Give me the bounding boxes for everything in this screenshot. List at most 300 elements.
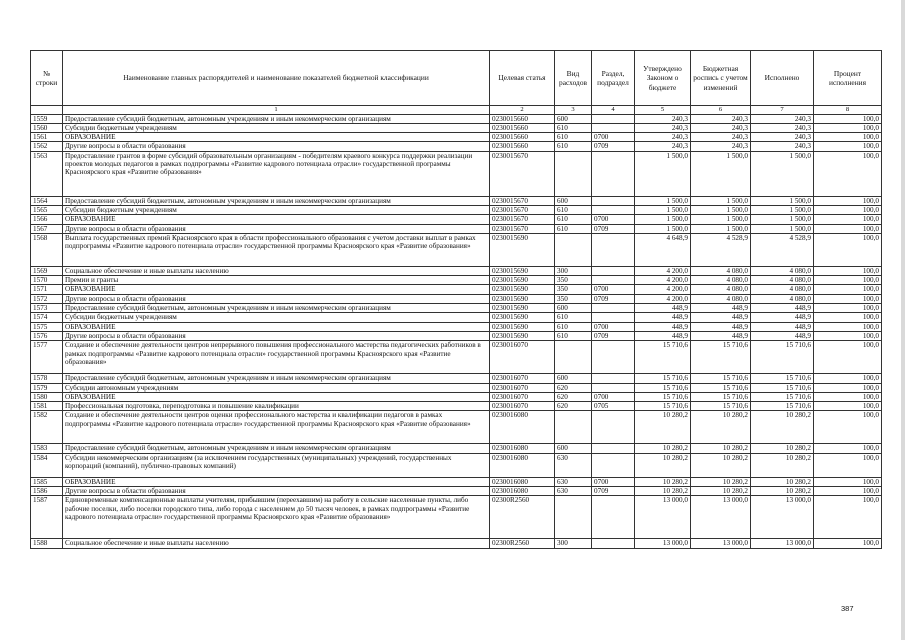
- table-row: [31, 453, 882, 477]
- header-target: Целевая статья: [490, 51, 555, 106]
- table-row: [31, 205, 882, 214]
- table-body: [31, 114, 882, 548]
- table-row: [31, 266, 882, 275]
- approved-amount-cell: 15 710,6: [635, 383, 691, 392]
- expense-type-cell: [555, 233, 592, 266]
- table-row: [31, 383, 882, 392]
- budget-amount-cell: 13 000,0: [691, 539, 751, 548]
- percent-cell: 100,0: [814, 496, 882, 539]
- budget-amount-cell: 10 280,2: [691, 453, 751, 477]
- expense-type-cell: 630: [555, 453, 592, 477]
- row-number-cell: 1584: [31, 453, 63, 477]
- approved-amount-cell: 15 710,6: [635, 402, 691, 411]
- section-cell: [592, 539, 635, 548]
- description-cell: Субсидии бюджетным учреждениям: [63, 205, 490, 214]
- table-row: [31, 304, 882, 313]
- executed-amount-cell: 13 000,0: [751, 539, 814, 548]
- table-row: [31, 133, 882, 142]
- approved-amount-cell: 1 500,0: [635, 196, 691, 205]
- target-code-cell: 0230015690: [490, 266, 555, 275]
- percent-cell: 100,0: [814, 322, 882, 331]
- table-row: [31, 402, 882, 411]
- executed-amount-cell: 15 710,6: [751, 341, 814, 374]
- expense-type-cell: 610: [555, 224, 592, 233]
- row-number-cell: 1585: [31, 477, 63, 486]
- section-cell: [592, 151, 635, 196]
- table-row: [31, 444, 882, 453]
- target-code-cell: 0230015670: [490, 224, 555, 233]
- row-number-cell: 1581: [31, 402, 63, 411]
- row-number-cell: 1571: [31, 285, 63, 294]
- approved-amount-cell: 10 280,2: [635, 411, 691, 444]
- description-cell: Субсидии бюджетным учреждениям: [63, 313, 490, 322]
- budget-amount-cell: 13 000,0: [691, 496, 751, 539]
- expense-type-cell: 610: [555, 205, 592, 214]
- expense-type-cell: 630: [555, 487, 592, 496]
- approved-amount-cell: 10 280,2: [635, 477, 691, 486]
- table-row: [31, 313, 882, 322]
- approved-amount-cell: 10 280,2: [635, 444, 691, 453]
- percent-cell: 100,0: [814, 383, 882, 392]
- table-row: [31, 142, 882, 151]
- table-row: [31, 487, 882, 496]
- approved-amount-cell: 15 710,6: [635, 374, 691, 383]
- percent-cell: 100,0: [814, 196, 882, 205]
- approved-amount-cell: 4 200,0: [635, 294, 691, 303]
- section-cell: 0709: [592, 294, 635, 303]
- approved-amount-cell: 15 710,6: [635, 341, 691, 374]
- table-row: [31, 114, 882, 123]
- header-row-no: № строки: [31, 51, 63, 106]
- target-code-cell: 0230016070: [490, 383, 555, 392]
- approved-amount-cell: 10 280,2: [635, 453, 691, 477]
- percent-cell: 100,0: [814, 233, 882, 266]
- budget-amount-cell: 4 080,0: [691, 294, 751, 303]
- expense-type-cell: 610: [555, 331, 592, 340]
- section-cell: [592, 496, 635, 539]
- row-number-cell: 1561: [31, 133, 63, 142]
- row-number-cell: 1577: [31, 341, 63, 374]
- budget-amount-cell: 1 500,0: [691, 196, 751, 205]
- budget-amount-cell: 448,9: [691, 313, 751, 322]
- target-code-cell: 0230015670: [490, 196, 555, 205]
- column-number: 5: [635, 106, 691, 115]
- description-cell: ОБРАЗОВАНИЕ: [63, 285, 490, 294]
- percent-cell: 100,0: [814, 539, 882, 548]
- section-cell: 0700: [592, 392, 635, 401]
- description-cell: Другие вопросы в области образования: [63, 142, 490, 151]
- percent-cell: 100,0: [814, 205, 882, 214]
- table-row: [31, 539, 882, 548]
- expense-type-cell: 600: [555, 114, 592, 123]
- approved-amount-cell: 10 280,2: [635, 487, 691, 496]
- description-cell: ОБРАЗОВАНИЕ: [63, 133, 490, 142]
- budget-amount-cell: 4 080,0: [691, 266, 751, 275]
- expense-type-cell: 600: [555, 444, 592, 453]
- table-row: [31, 215, 882, 224]
- section-cell: [592, 341, 635, 374]
- expense-type-cell: 630: [555, 477, 592, 486]
- executed-amount-cell: 10 280,2: [751, 487, 814, 496]
- executed-amount-cell: 4 080,0: [751, 266, 814, 275]
- expense-type-cell: 300: [555, 266, 592, 275]
- row-number-cell: 1580: [31, 392, 63, 401]
- row-number-cell: 1576: [31, 331, 63, 340]
- table-row: [31, 196, 882, 205]
- column-number: 1: [63, 106, 490, 115]
- approved-amount-cell: 1 500,0: [635, 151, 691, 196]
- approved-amount-cell: 240,3: [635, 133, 691, 142]
- description-cell: Выплата государственных премий Красноярского края в области профессионального образования с учетом доставки выплат в рамках подпрограммы «Развитие кадрового потенциала отрасли» государственной программы Красноярского края «Развитие образования»: [63, 233, 490, 266]
- approved-amount-cell: 13 000,0: [635, 539, 691, 548]
- column-number: 8: [814, 106, 882, 115]
- description-cell: Предоставление грантов в форме субсидий образовательным организациям - победителям краевого конкурса поддержки реализации проектов молодых педагогов в рамках подпрограммы «Развитие кадрового потенциала отрасли» государственной программы Красноярского края «Развитие образования»: [63, 151, 490, 196]
- header-budget-list: Бюджетная роспись с учетом изменений: [691, 51, 751, 106]
- target-code-cell: 0230015690: [490, 313, 555, 322]
- percent-cell: 100,0: [814, 331, 882, 340]
- section-cell: [592, 266, 635, 275]
- row-number-cell: 1572: [31, 294, 63, 303]
- description-cell: Социальное обеспечение и иные выплаты населению: [63, 539, 490, 548]
- section-cell: [592, 205, 635, 214]
- table-row: [31, 341, 882, 374]
- section-cell: [592, 444, 635, 453]
- executed-amount-cell: 10 280,2: [751, 477, 814, 486]
- budget-amount-cell: 448,9: [691, 304, 751, 313]
- budget-amount-cell: 15 710,6: [691, 402, 751, 411]
- percent-cell: 100,0: [814, 392, 882, 401]
- executed-amount-cell: 240,3: [751, 123, 814, 132]
- section-cell: [592, 123, 635, 132]
- target-code-cell: 0230016080: [490, 453, 555, 477]
- table-row: [31, 374, 882, 383]
- budget-amount-cell: 1 500,0: [691, 205, 751, 214]
- budget-amount-cell: 240,3: [691, 133, 751, 142]
- budget-amount-cell: 448,9: [691, 331, 751, 340]
- executed-amount-cell: 10 280,2: [751, 444, 814, 453]
- approved-amount-cell: 4 200,0: [635, 266, 691, 275]
- description-cell: Создание и обеспечение деятельности центров непрерывного повышения профессионального мастерства педагогических работников в рамках подпрограммы «Развитие кадрового потенциала отрасли» государственной программы Красноярского края «Развитие образования»: [63, 341, 490, 374]
- executed-amount-cell: 448,9: [751, 331, 814, 340]
- expense-type-cell: 350: [555, 294, 592, 303]
- percent-cell: 100,0: [814, 266, 882, 275]
- row-number-cell: 1567: [31, 224, 63, 233]
- executed-amount-cell: 240,3: [751, 142, 814, 151]
- budget-amount-cell: 1 500,0: [691, 215, 751, 224]
- approved-amount-cell: 1 500,0: [635, 205, 691, 214]
- section-cell: 0700: [592, 285, 635, 294]
- row-number-cell: 1582: [31, 411, 63, 444]
- approved-amount-cell: 448,9: [635, 322, 691, 331]
- executed-amount-cell: 15 710,6: [751, 383, 814, 392]
- description-cell: Другие вопросы в области образования: [63, 224, 490, 233]
- approved-amount-cell: 240,3: [635, 123, 691, 132]
- row-number-cell: 1586: [31, 487, 63, 496]
- budget-amount-cell: 10 280,2: [691, 487, 751, 496]
- percent-cell: 100,0: [814, 477, 882, 486]
- header-percent: Процент исполнения: [814, 51, 882, 106]
- executed-amount-cell: 4 080,0: [751, 294, 814, 303]
- approved-amount-cell: 1 500,0: [635, 224, 691, 233]
- description-cell: Другие вопросы в области образования: [63, 294, 490, 303]
- table-row: [31, 123, 882, 132]
- table-row: [31, 276, 882, 285]
- column-number: 4: [592, 106, 635, 115]
- section-cell: [592, 304, 635, 313]
- description-cell: Предоставление субсидий бюджетным, автономным учреждениям и иным некоммерческим организациям: [63, 114, 490, 123]
- target-code-cell: 0230016080: [490, 444, 555, 453]
- section-cell: [592, 114, 635, 123]
- expense-type-cell: 620: [555, 383, 592, 392]
- percent-cell: 100,0: [814, 341, 882, 374]
- executed-amount-cell: 15 710,6: [751, 402, 814, 411]
- approved-amount-cell: 4 200,0: [635, 276, 691, 285]
- table-row: [31, 496, 882, 539]
- row-number-cell: 1588: [31, 539, 63, 548]
- row-number-cell: 1587: [31, 496, 63, 539]
- row-number-cell: 1573: [31, 304, 63, 313]
- row-number-cell: 1565: [31, 205, 63, 214]
- budget-amount-cell: 4 528,9: [691, 233, 751, 266]
- header-vr: Вид расходов: [555, 51, 592, 106]
- table-row: [31, 285, 882, 294]
- description-cell: Единовременные компенсационные выплаты учителям, прибывшим (переехавшим) на работу в сельские населенные пункты, либо рабочие поселки, либо поселки городского типа, либо города с населением до 50 тысяч человек, в рамках подпрограммы «Развитие кадрового потенциала отрасли» государственной программы Красноярского края «Развитие образования»: [63, 496, 490, 539]
- target-code-cell: 02300R2560: [490, 539, 555, 548]
- budget-amount-cell: 4 080,0: [691, 276, 751, 285]
- target-code-cell: 0230015670: [490, 215, 555, 224]
- section-cell: 0705: [592, 402, 635, 411]
- executed-amount-cell: 448,9: [751, 322, 814, 331]
- approved-amount-cell: 240,3: [635, 142, 691, 151]
- target-code-cell: 0230015670: [490, 151, 555, 196]
- percent-cell: 100,0: [814, 114, 882, 123]
- description-cell: ОБРАЗОВАНИЕ: [63, 477, 490, 486]
- executed-amount-cell: 240,3: [751, 114, 814, 123]
- executed-amount-cell: 13 000,0: [751, 496, 814, 539]
- table-row: [31, 392, 882, 401]
- target-code-cell: 0230015660: [490, 133, 555, 142]
- column-number: 3: [555, 106, 592, 115]
- executed-amount-cell: 448,9: [751, 304, 814, 313]
- percent-cell: 100,0: [814, 294, 882, 303]
- section-cell: 0700: [592, 322, 635, 331]
- description-cell: Другие вопросы в области образования: [63, 331, 490, 340]
- row-number-cell: 1569: [31, 266, 63, 275]
- column-number: 2: [490, 106, 555, 115]
- budget-amount-cell: 10 280,2: [691, 444, 751, 453]
- executed-amount-cell: 1 500,0: [751, 224, 814, 233]
- description-cell: Субсидии бюджетным учреждениям: [63, 123, 490, 132]
- section-cell: [592, 196, 635, 205]
- budget-table: [30, 50, 882, 549]
- executed-amount-cell: 15 710,6: [751, 374, 814, 383]
- approved-amount-cell: 240,3: [635, 114, 691, 123]
- budget-amount-cell: 15 710,6: [691, 374, 751, 383]
- target-code-cell: 0230015690: [490, 233, 555, 266]
- section-cell: [592, 453, 635, 477]
- target-code-cell: 0230016080: [490, 487, 555, 496]
- description-cell: Создание и обеспечение деятельности центров оценки профессионального мастерства и квалификации педагогов в рамках подпрограммы «Развитие кадрового потенциала отрасли» государственной программы Красноярского края «Развитие образования»: [63, 411, 490, 444]
- header-approved: Утверждено Законом о бюджете: [635, 51, 691, 106]
- percent-cell: 100,0: [814, 224, 882, 233]
- percent-cell: 100,0: [814, 402, 882, 411]
- percent-cell: 100,0: [814, 285, 882, 294]
- row-number-cell: 1574: [31, 313, 63, 322]
- target-code-cell: 0230016080: [490, 411, 555, 444]
- expense-type-cell: 610: [555, 133, 592, 142]
- approved-amount-cell: 448,9: [635, 304, 691, 313]
- description-cell: ОБРАЗОВАНИЕ: [63, 322, 490, 331]
- column-number-row: [31, 106, 882, 115]
- row-number-cell: 1575: [31, 322, 63, 331]
- table-row: [31, 233, 882, 266]
- row-number-cell: 1560: [31, 123, 63, 132]
- section-cell: 0700: [592, 477, 635, 486]
- column-number: [31, 106, 63, 115]
- target-code-cell: 0230016070: [490, 392, 555, 401]
- executed-amount-cell: 4 080,0: [751, 276, 814, 285]
- percent-cell: 100,0: [814, 215, 882, 224]
- section-cell: 0709: [592, 142, 635, 151]
- budget-amount-cell: 240,3: [691, 114, 751, 123]
- budget-amount-cell: 1 500,0: [691, 224, 751, 233]
- percent-cell: 100,0: [814, 411, 882, 444]
- table-row: [31, 294, 882, 303]
- budget-amount-cell: 240,3: [691, 142, 751, 151]
- executed-amount-cell: 4 080,0: [751, 285, 814, 294]
- percent-cell: 100,0: [814, 444, 882, 453]
- page-edge: [901, 0, 905, 640]
- section-cell: [592, 411, 635, 444]
- header-section: Раздел, подраздел: [592, 51, 635, 106]
- table-row: [31, 331, 882, 340]
- executed-amount-cell: 10 280,2: [751, 411, 814, 444]
- target-code-cell: 0230015690: [490, 294, 555, 303]
- executed-amount-cell: 4 528,9: [751, 233, 814, 266]
- section-cell: [592, 313, 635, 322]
- row-number-cell: 1566: [31, 215, 63, 224]
- expense-type-cell: [555, 341, 592, 374]
- budget-amount-cell: 4 080,0: [691, 285, 751, 294]
- column-number: 7: [751, 106, 814, 115]
- section-cell: 0709: [592, 224, 635, 233]
- target-code-cell: 0230015690: [490, 331, 555, 340]
- budget-amount-cell: 10 280,2: [691, 477, 751, 486]
- expense-type-cell: 610: [555, 142, 592, 151]
- table-row: [31, 322, 882, 331]
- target-code-cell: 0230015670: [490, 205, 555, 214]
- section-cell: 0700: [592, 133, 635, 142]
- description-cell: Предоставление субсидий бюджетным, автономным учреждениям и иным некоммерческим организациям: [63, 444, 490, 453]
- approved-amount-cell: 1 500,0: [635, 215, 691, 224]
- expense-type-cell: 620: [555, 392, 592, 401]
- percent-cell: 100,0: [814, 313, 882, 322]
- table-row: [31, 411, 882, 444]
- budget-amount-cell: 15 710,6: [691, 341, 751, 374]
- expense-type-cell: 600: [555, 374, 592, 383]
- description-cell: Профессиональная подготовка, переподготовка и повышение квалификации: [63, 402, 490, 411]
- expense-type-cell: [555, 496, 592, 539]
- table-row: [31, 477, 882, 486]
- target-code-cell: 0230015690: [490, 276, 555, 285]
- description-cell: Предоставление субсидий бюджетным, автономным учреждениям и иным некоммерческим организациям: [63, 196, 490, 205]
- description-cell: Предоставление субсидий бюджетным, автономным учреждениям и иным некоммерческим организациям: [63, 304, 490, 313]
- page-number: 387: [841, 604, 854, 613]
- expense-type-cell: 350: [555, 276, 592, 285]
- percent-cell: 100,0: [814, 304, 882, 313]
- row-number-cell: 1562: [31, 142, 63, 151]
- expense-type-cell: 610: [555, 322, 592, 331]
- table-row: [31, 151, 882, 196]
- row-number-cell: 1583: [31, 444, 63, 453]
- executed-amount-cell: 15 710,6: [751, 392, 814, 401]
- percent-cell: 100,0: [814, 142, 882, 151]
- percent-cell: 100,0: [814, 151, 882, 196]
- percent-cell: 100,0: [814, 374, 882, 383]
- section-cell: 0700: [592, 215, 635, 224]
- approved-amount-cell: 13 000,0: [635, 496, 691, 539]
- description-cell: Субсидии автономным учреждениям: [63, 383, 490, 392]
- expense-type-cell: [555, 411, 592, 444]
- approved-amount-cell: 448,9: [635, 331, 691, 340]
- target-code-cell: 0230015690: [490, 322, 555, 331]
- target-code-cell: 0230015660: [490, 142, 555, 151]
- budget-amount-cell: 240,3: [691, 123, 751, 132]
- section-cell: 0709: [592, 487, 635, 496]
- header-row: [31, 51, 882, 106]
- row-number-cell: 1570: [31, 276, 63, 285]
- approved-amount-cell: 4 200,0: [635, 285, 691, 294]
- description-cell: Субсидии некоммерческим организациям (за исключением государственных (муниципальных) учреждений, государственных корпораций (компаний), публично-правовых компаний): [63, 453, 490, 477]
- target-code-cell: 02300R2560: [490, 496, 555, 539]
- expense-type-cell: 610: [555, 313, 592, 322]
- target-code-cell: 0230015690: [490, 285, 555, 294]
- executed-amount-cell: 10 280,2: [751, 453, 814, 477]
- description-cell: Премии и гранты: [63, 276, 490, 285]
- table-row: [31, 224, 882, 233]
- target-code-cell: 0230015660: [490, 123, 555, 132]
- budget-amount-cell: 15 710,6: [691, 392, 751, 401]
- budget-amount-cell: 1 500,0: [691, 151, 751, 196]
- row-number-cell: 1563: [31, 151, 63, 196]
- executed-amount-cell: 1 500,0: [751, 151, 814, 196]
- approved-amount-cell: 448,9: [635, 313, 691, 322]
- expense-type-cell: [555, 151, 592, 196]
- row-number-cell: 1578: [31, 374, 63, 383]
- target-code-cell: 0230015690: [490, 304, 555, 313]
- section-cell: [592, 233, 635, 266]
- budget-amount-cell: 10 280,2: [691, 411, 751, 444]
- expense-type-cell: 610: [555, 215, 592, 224]
- percent-cell: 100,0: [814, 453, 882, 477]
- row-number-cell: 1564: [31, 196, 63, 205]
- executed-amount-cell: 1 500,0: [751, 205, 814, 214]
- target-code-cell: 0230016070: [490, 341, 555, 374]
- expense-type-cell: 600: [555, 304, 592, 313]
- budget-amount-cell: 448,9: [691, 322, 751, 331]
- description-cell: ОБРАЗОВАНИЕ: [63, 215, 490, 224]
- section-cell: [592, 276, 635, 285]
- description-cell: Предоставление субсидий бюджетным, автономным учреждениям и иным некоммерческим организациям: [63, 374, 490, 383]
- header-executed: Исполнено: [751, 51, 814, 106]
- section-cell: [592, 383, 635, 392]
- expense-type-cell: 600: [555, 196, 592, 205]
- target-code-cell: 0230016070: [490, 402, 555, 411]
- target-code-cell: 0230016070: [490, 374, 555, 383]
- section-cell: 0709: [592, 331, 635, 340]
- target-code-cell: 0230016080: [490, 477, 555, 486]
- executed-amount-cell: 1 500,0: [751, 196, 814, 205]
